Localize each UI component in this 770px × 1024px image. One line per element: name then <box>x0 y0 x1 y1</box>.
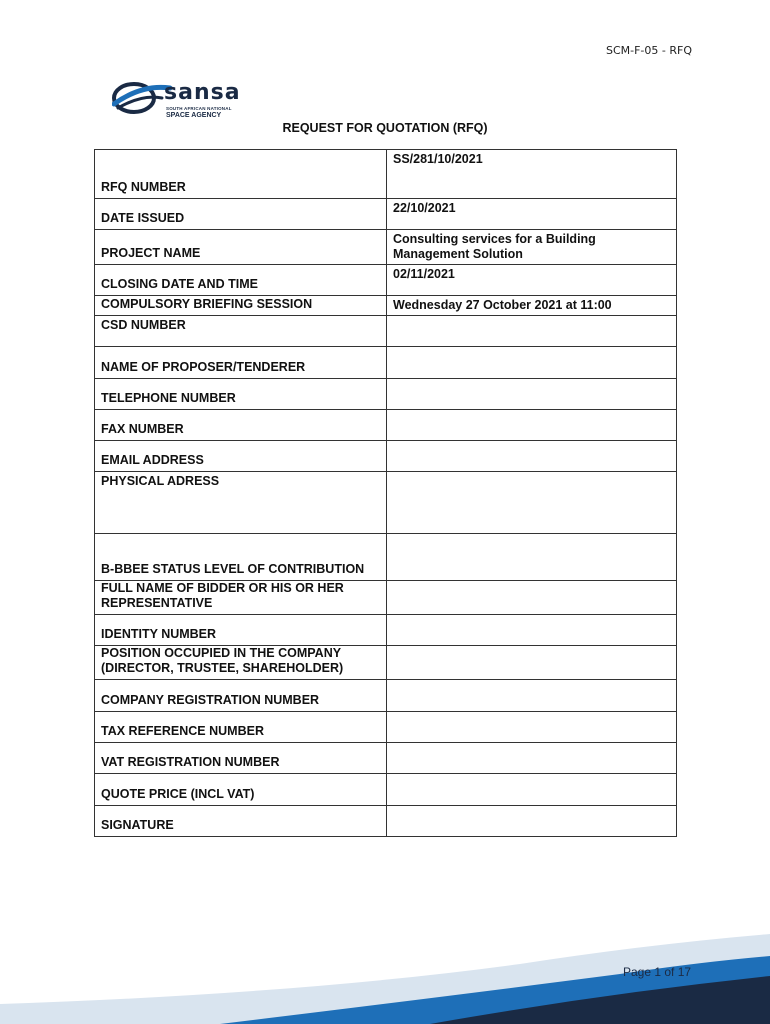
table-row <box>95 743 677 774</box>
page-number: Page 1 of 17 <box>623 965 692 979</box>
row-value[interactable] <box>387 743 677 774</box>
logo-wordmark: sansa <box>164 80 241 105</box>
row-value[interactable] <box>387 581 677 615</box>
row-label: SIGNATURE <box>95 806 387 837</box>
table-row <box>95 150 677 199</box>
row-label: CLOSING DATE AND TIME <box>95 265 387 296</box>
footer-wave-decoration <box>0 934 770 1024</box>
row-label: POSITION OCCUPIED IN THE COMPANY (DIRECTOR, TRUSTEE, SHAREHOLDER) <box>95 646 387 680</box>
row-label: PHYSICAL ADRESS <box>95 472 387 534</box>
row-label: RFQ NUMBER <box>95 150 387 199</box>
row-label: VAT REGISTRATION NUMBER <box>95 743 387 774</box>
row-value[interactable] <box>387 316 677 347</box>
row-label: QUOTE PRICE (INCL VAT) <box>95 774 387 806</box>
row-value[interactable] <box>387 712 677 743</box>
row-value[interactable]: 22/10/2021 <box>387 199 677 230</box>
page-title: REQUEST FOR QUOTATION (RFQ) <box>282 121 488 135</box>
table-row <box>95 379 677 410</box>
table-row <box>95 347 677 379</box>
row-label: FULL NAME OF BIDDER OR HIS OR HER REPRESENTATIVE <box>95 581 387 615</box>
rfq-form-table <box>94 149 677 837</box>
table-row <box>95 410 677 441</box>
table-row <box>95 316 677 347</box>
row-label: PROJECT NAME <box>95 230 387 265</box>
row-label: TELEPHONE NUMBER <box>95 379 387 410</box>
table-row <box>95 441 677 472</box>
row-value[interactable]: Consulting services for a Building Management Solution <box>387 230 677 265</box>
table-row <box>95 199 677 230</box>
row-value[interactable] <box>387 680 677 712</box>
table-row <box>95 230 677 265</box>
row-value[interactable] <box>387 379 677 410</box>
row-label: FAX NUMBER <box>95 410 387 441</box>
table-row <box>95 774 677 806</box>
logo-subtitle-line1: SOUTH AFRICAN NATIONAL <box>166 106 232 111</box>
table-row <box>95 296 677 316</box>
sansa-logo <box>112 74 262 124</box>
row-label: NAME OF PROPOSER/TENDERER <box>95 347 387 379</box>
table-row <box>95 712 677 743</box>
logo-subtitle-line2: SPACE AGENCY <box>166 112 222 119</box>
row-label: COMPULSORY BRIEFING SESSION <box>95 296 387 316</box>
table-row <box>95 615 677 646</box>
row-value[interactable] <box>387 646 677 680</box>
row-value[interactable] <box>387 806 677 837</box>
row-value[interactable] <box>387 441 677 472</box>
table-row <box>95 680 677 712</box>
row-label: B-BBEE STATUS LEVEL OF CONTRIBUTION <box>95 534 387 581</box>
table-row <box>95 265 677 296</box>
row-value[interactable] <box>387 472 677 534</box>
row-value[interactable] <box>387 347 677 379</box>
table-row <box>95 581 677 615</box>
row-value[interactable]: SS/281/10/2021 <box>387 150 677 199</box>
row-value[interactable]: 02/11/2021 <box>387 265 677 296</box>
row-value[interactable] <box>387 534 677 581</box>
row-value[interactable] <box>387 410 677 441</box>
row-value[interactable] <box>387 615 677 646</box>
row-label: DATE ISSUED <box>95 199 387 230</box>
table-row <box>95 806 677 837</box>
table-row <box>95 646 677 680</box>
row-value[interactable]: Wednesday 27 October 2021 at 11:00 <box>387 296 677 316</box>
table-row <box>95 534 677 581</box>
row-value[interactable] <box>387 774 677 806</box>
document-code: SCM-F-05 - RFQ <box>605 44 692 57</box>
row-label: COMPANY REGISTRATION NUMBER <box>95 680 387 712</box>
row-label: CSD NUMBER <box>95 316 387 347</box>
row-label: EMAIL ADDRESS <box>95 441 387 472</box>
table-row <box>95 472 677 534</box>
row-label: IDENTITY NUMBER <box>95 615 387 646</box>
row-label: TAX REFERENCE NUMBER <box>95 712 387 743</box>
